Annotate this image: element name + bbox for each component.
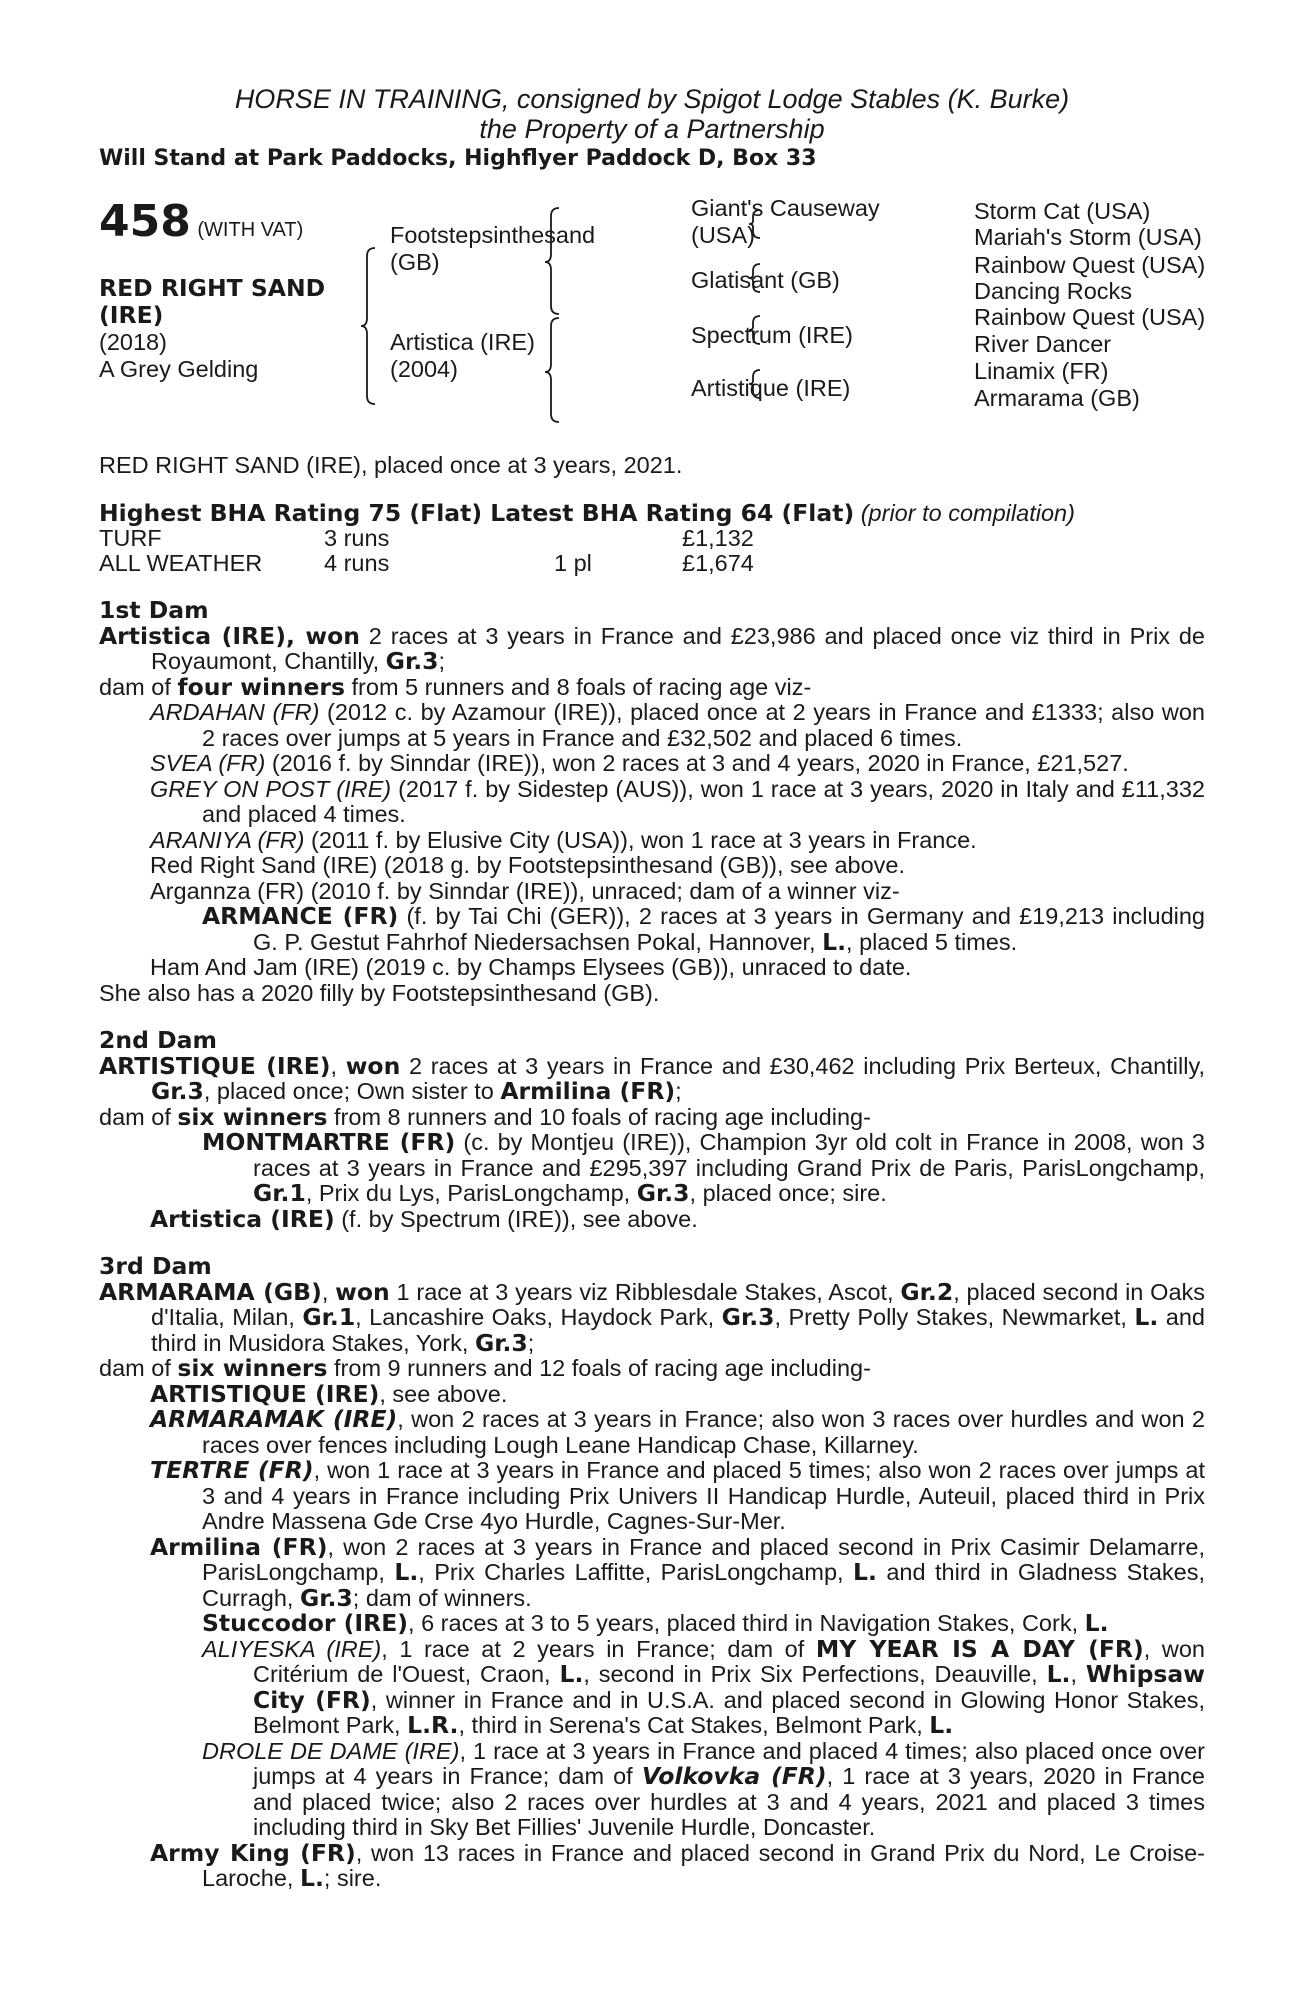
ancestor-5: Rainbow Quest (USA) [974, 304, 1206, 330]
third-dam-record: ARMARAMA (GB), won 1 race at 3 years viz Ribblesdale Stakes, Ascot, Gr.2, placed second in Oaks d'Italia, Milan, Gr.1, Lancashire Oaks, Haydock Park, Gr.3, Pretty Polly Stakes, Newmarket, L. and third in Musidora Stakes, York, Gr.3; [99, 1277, 1206, 1357]
second-dam-heading: 2nd Dam [99, 1026, 217, 1054]
list-item: DROLE DE DAME (IRE), 1 race at 3 years in France and placed 4 times; also placed once over jumps at 4 years in France; dam of Volkovka (FR), 1 race at 3 years, 2020 in France and placed twice; also 2 races over hurdles at 3 and 4 years, 2021 and placed 3 times including third in Sky Bet Fillies' Juvenile Hurdle, Doncaster. [202, 1737, 1206, 1840]
third-dam-produce-summary: dam of six winners from 9 runners and 12 foals of racing age including- [99, 1354, 871, 1382]
sire-suffix: (GB) [390, 249, 440, 275]
list-item: SVEA (FR) (2016 f. by Sinndar (IRE)), won 2 races at 3 and 4 years, 2020 in France, £21,527. [150, 750, 1129, 776]
list-item: Army King (FR), won 13 races in France and placed second in Grand Prix du Nord, Le Croise-Laroche, L.; sire. [150, 1838, 1205, 1892]
list-item: ARTISTIQUE (IRE), see above. [150, 1379, 508, 1408]
list-item: Artistica (IRE) (f. by Spectrum (IRE)), see above. [150, 1204, 698, 1233]
consignor-line: HORSE IN TRAINING, consigned by Spigot Lodge Stables (K. Burke) [234, 84, 1070, 114]
vat-note: (WITH VAT) [197, 219, 304, 241]
list-item: ALIYESKA (IRE), 1 race at 2 years in France; dam of MY YEAR IS A DAY (FR), won Critérium de l'Ouest, Craon, L., second in Prix Six Perfections, Deauville, L., Whipsaw City (FR), winner in France and in U.S.A. and placed second in Glowing Honor Stakes, Belmont Park, L.R., third in Serena's Cat Stakes, Belmont Park, L. [202, 1634, 1205, 1739]
list-item: MONTMARTRE (FR) (c. by Montjeu (IRE)), Champion 3yr old colt in France in 2008, won 3 races at 3 years in France and £295,397 including Grand Prix de Paris, ParisLongchamp, Gr.1, Prix du Lys, ParisLongchamp, Gr.3, placed once; sire. [202, 1128, 1205, 1207]
ancestor-2: Mariah's Storm (USA) [974, 224, 1202, 250]
stabling-line: Will Stand at Park Paddocks, Highflyer Paddock D, Box 33 [99, 146, 817, 171]
list-item: ARDAHAN (FR) (2012 c. by Azamour (IRE)), placed once at 2 years in France and £1333; also won 2 races over jumps at 5 years in France and £32,502 and placed 6 times. [150, 699, 1205, 751]
list-item: Argannza (FR) (2010 f. by Sinndar (IRE)), unraced; dam of a winner viz- [150, 877, 900, 904]
property-line: the Property of a Partnership [479, 114, 825, 144]
horse-name-suffix: (IRE) [99, 301, 164, 329]
sire-sire-name: Giant's Causeway [691, 195, 880, 221]
list-item: Red Right Sand (IRE) (2018 g. by Footstepsinthesand (GB)), see above. [150, 852, 906, 878]
list-item: Ham And Jam (IRE) (2019 c. by Champs Elysees (GB)), unraced to date. [150, 954, 912, 980]
second-dam-record: ARTISTIQUE (IRE), won 2 races at 3 years in France and £30,462 including Prix Berteux, Chantilly, Gr.3, placed once; Own sister to Armilina (FR); [99, 1051, 1205, 1105]
ancestor-1: Storm Cat (USA) [974, 198, 1151, 224]
lot-number: 458 [99, 196, 191, 247]
list-item: ARMANCE (FR) (f. by Tai Chi (GER)), 2 races at 3 years in Germany and £19,213 including G. P. Gestut Fahrhof Niedersachsen Pokal, Hannover, L., placed 5 times. [202, 902, 1205, 956]
first-dam-note: She also has a 2020 filly by Footstepsinthesand (GB). [99, 979, 660, 1006]
bha-rating: Highest BHA Rating 75 (Flat) Latest BHA Rating 64 (Flat) (prior to compilation) [99, 498, 1075, 527]
horse-description: A Grey Gelding [99, 356, 259, 382]
pedigree-block [99, 195, 1206, 433]
first-dam-record: Artistica (IRE), won 2 races at 3 years in France and £23,986 and placed once viz third in Prix de Royaumont, Chantilly, Gr.3; [99, 621, 1206, 675]
catalogue-page [99, 84, 1205, 1892]
dam-name: Artistica (IRE) [390, 329, 535, 355]
list-item: Armilina (FR), won 2 races at 3 years in France and placed second in Prix Casimir Delamarre, ParisLongchamp, L., Prix Charles Laffitte, ParisLongchamp, L. and third in Gladness Stakes, Curragh, Gr.3; dam of winners. [150, 1532, 1206, 1612]
table-row: ALL WEATHER 4 runs 1 pl £1,674 [99, 550, 754, 576]
first-dam-heading: 1st Dam [99, 596, 209, 624]
sire-name: Footstepsinthesand [390, 222, 596, 248]
table-row: TURF 3 runs £1,132 [99, 525, 754, 551]
list-item: ARMARAMAK (IRE), won 2 races at 3 years in France; also won 3 races over hurdles and won 2 races over fences including Lough Leane Handicap Chase, Killarney. [150, 1405, 1205, 1458]
ancestor-8: Armarama (GB) [974, 385, 1140, 411]
horse-name: RED RIGHT SAND [99, 274, 326, 302]
first-dam-produce-summary: dam of four winners from 5 runners and 8 foals of racing age viz- [99, 672, 812, 701]
sire-sire-suffix: (USA) [691, 222, 755, 248]
second-dam-produce-summary: dam of six winners from 8 runners and 10 foals of racing age including- [99, 1102, 871, 1131]
dam-sire-name: Spectrum (IRE) [691, 322, 853, 348]
ancestor-3: Rainbow Quest (USA) [974, 252, 1206, 278]
ancestor-4: Dancing Rocks [974, 278, 1133, 304]
race-summary: RED RIGHT SAND (IRE), placed once at 3 years, 2021. [99, 452, 683, 478]
dam-dam-name: Artistique (IRE) [691, 375, 851, 401]
foaling-year: (2018) [99, 329, 167, 355]
third-dam-heading: 3rd Dam [99, 1252, 212, 1280]
sire-dam-name: Glatisant (GB) [691, 267, 840, 293]
dam-year: (2004) [390, 356, 458, 382]
list-item: ARANIYA (FR) (2011 f. by Elusive City (USA)), won 1 race at 3 years in France. [150, 826, 977, 853]
ancestor-6: River Dancer [974, 331, 1112, 357]
list-item: TERTRE (FR), won 1 race at 3 years in France and placed 5 times; also won 2 races over jumps at 3 and 4 years in France including Prix Univers II Handicap Hurdle, Auteuil, placed third in Prix Andre Massena Gde Crse 4yo Hurdle, Cagnes-Sur-Mer. [150, 1456, 1205, 1534]
list-item: Stuccodor (IRE), 6 races at 3 to 5 years, placed third in Navigation Stakes, Cork, L. [202, 1609, 1109, 1637]
race-record-table [99, 526, 754, 576]
list-item: GREY ON POST (IRE) (2017 f. by Sidestep (AUS)), won 1 race at 3 years, 2020 in Italy and £11,332 and placed 4 times. [150, 775, 1205, 827]
ancestor-7: Linamix (FR) [974, 358, 1109, 384]
